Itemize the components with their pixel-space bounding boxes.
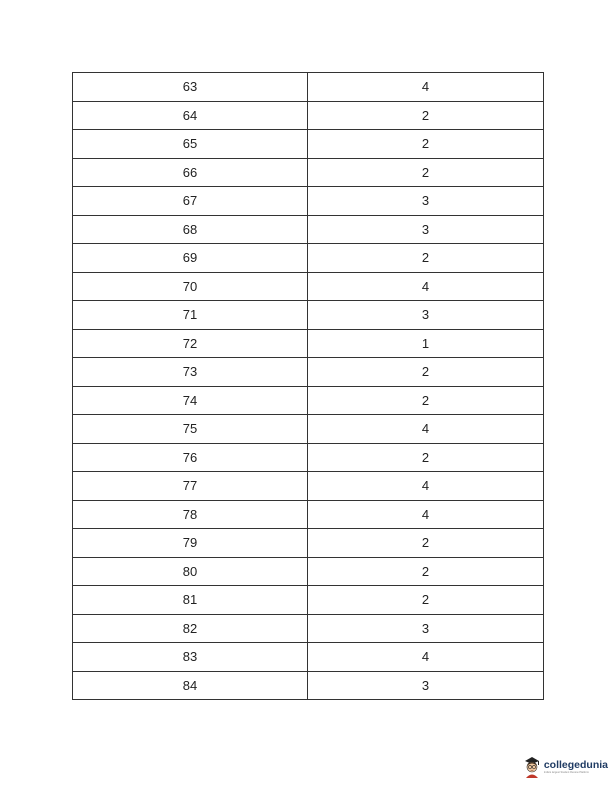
- question-number-cell: 83: [73, 643, 308, 672]
- question-number-cell: 80: [73, 557, 308, 586]
- question-number-cell: 76: [73, 443, 308, 472]
- table-row: [73, 244, 544, 273]
- table-row: [73, 329, 544, 358]
- table-row: [73, 557, 544, 586]
- question-number-cell: 64: [73, 101, 308, 130]
- answer-cell: 2: [308, 529, 544, 558]
- answer-cell: 3: [308, 215, 544, 244]
- table-row: [73, 586, 544, 615]
- collegedunia-mascot-icon: [523, 756, 541, 778]
- answer-cell: 2: [308, 557, 544, 586]
- question-number-cell: 63: [73, 73, 308, 102]
- answer-key-table: [72, 72, 544, 700]
- answer-cell: 4: [308, 643, 544, 672]
- question-number-cell: 78: [73, 500, 308, 529]
- question-number-cell: 81: [73, 586, 308, 615]
- answer-cell: 4: [308, 472, 544, 501]
- answer-cell: 1: [308, 329, 544, 358]
- answer-cell: 4: [308, 500, 544, 529]
- answer-cell: 3: [308, 187, 544, 216]
- question-number-cell: 75: [73, 415, 308, 444]
- table-row: [73, 358, 544, 387]
- question-number-cell: 73: [73, 358, 308, 387]
- question-number-cell: 77: [73, 472, 308, 501]
- answer-cell: 2: [308, 358, 544, 387]
- answer-cell: 2: [308, 586, 544, 615]
- question-number-cell: 69: [73, 244, 308, 273]
- answer-cell: 3: [308, 301, 544, 330]
- table-row: [73, 500, 544, 529]
- table-row: [73, 643, 544, 672]
- question-number-cell: 70: [73, 272, 308, 301]
- question-number-cell: 82: [73, 614, 308, 643]
- answer-cell: 3: [308, 614, 544, 643]
- table-row: [73, 101, 544, 130]
- answer-cell: 2: [308, 443, 544, 472]
- table-row: [73, 187, 544, 216]
- answer-cell: 2: [308, 386, 544, 415]
- table-row: [73, 272, 544, 301]
- answer-cell: 4: [308, 272, 544, 301]
- question-number-cell: 74: [73, 386, 308, 415]
- table-row: [73, 301, 544, 330]
- table-row: [73, 158, 544, 187]
- table-row: [73, 215, 544, 244]
- question-number-cell: 67: [73, 187, 308, 216]
- question-number-cell: 71: [73, 301, 308, 330]
- question-number-cell: 84: [73, 671, 308, 700]
- logo-tagline: India's largest Student Review Platform: [543, 771, 589, 774]
- answer-cell: 4: [308, 73, 544, 102]
- question-number-cell: 72: [73, 329, 308, 358]
- question-number-cell: 68: [73, 215, 308, 244]
- answer-cell: 2: [308, 101, 544, 130]
- table-row: [73, 386, 544, 415]
- answer-cell: 3: [308, 671, 544, 700]
- table-row: [73, 415, 544, 444]
- table-row: [73, 671, 544, 700]
- table-row: [73, 443, 544, 472]
- answer-cell: 4: [308, 415, 544, 444]
- question-number-cell: 65: [73, 130, 308, 159]
- question-number-cell: 66: [73, 158, 308, 187]
- collegedunia-logo: [523, 756, 608, 778]
- table-row: [73, 529, 544, 558]
- answer-cell: 2: [308, 158, 544, 187]
- question-number-cell: 79: [73, 529, 308, 558]
- answer-cell: 2: [308, 130, 544, 159]
- table-row: [73, 73, 544, 102]
- answer-cell: 2: [308, 244, 544, 273]
- table-row: [73, 614, 544, 643]
- answer-key-body: [73, 73, 544, 700]
- table-row: [73, 130, 544, 159]
- logo-name: collegedunia: [543, 759, 608, 771]
- table-row: [73, 472, 544, 501]
